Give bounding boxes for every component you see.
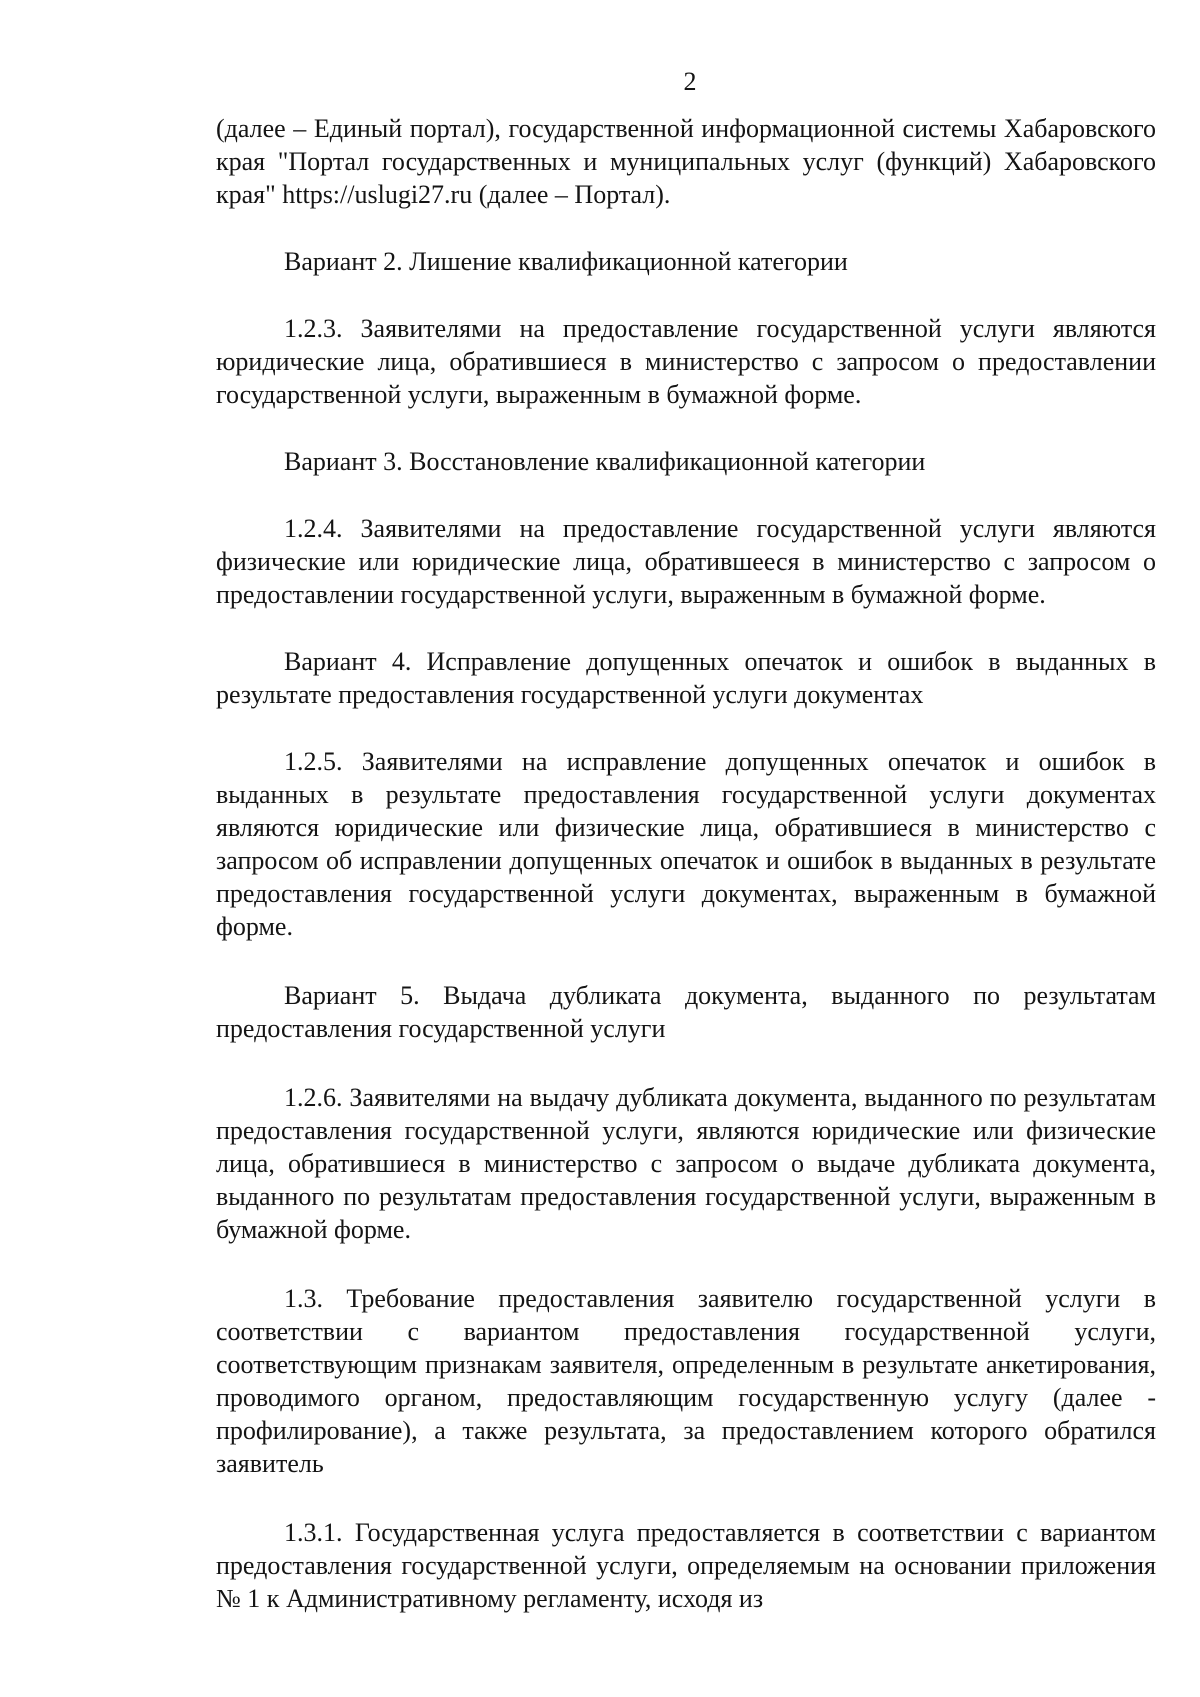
heading-variant-5: Вариант 5. Выдача дубликата документа, выданного по результатам предоставления государственной услуги [216,981,1156,1043]
heading-variant-2: Вариант 2. Лишение квалификационной категории [284,247,848,276]
heading-variant-4: Вариант 4. Исправление допущенных опечаток и ошибок в выданных в результате предоставления государственной услуги документах [216,647,1156,709]
document-body [216,112,1156,1615]
paragraph-1-2-6: 1.2.6. Заявителями на выдачу дубликата документа, выданного по результатам предоставления государственной услуги, являются юридические или физические лица, обратившиеся в министерство с запросом о выдаче дубликата документа, выданного по результатам предоставления государственной услуги, выраженным в бумажной форме. [216,1083,1156,1244]
paragraph-1-3-1: 1.3.1. Государственная услуга предоставляется в соответствии с вариантом предоставления государственной услуги, определяемым на основании приложения № 1 к Административному регламенту, исходя из [216,1518,1156,1613]
paragraph-1-2-5: 1.2.5. Заявителями на исправление допущенных опечаток и ошибок в выданных в результате предоставления государственной услуги документах являются юридические или физические лица, обратившиеся в министерство с запросом об исправлении допущенных опечаток и ошибок в выданных в результате предоставления государственной услуги документах, выраженным в бумажной форме. [216,747,1156,941]
paragraph-1-3: 1.3. Требование предоставления заявителю государственной услуги в соответствии с вариантом предоставления государственной услуги, соответствующим признакам заявителя, определенным в результате анкетирования, проводимого органом, предоставляющим государственную услугу (далее - профилирование), а также результата, за предоставлением которого обратился заявитель [216,1284,1156,1478]
paragraph-1-2-3: 1.2.3. Заявителями на предоставление государственной услуги являются юридические лица, обратившиеся в министерство с запросом о предоставлении государственной услуги, выраженным в бумажной форме. [216,314,1156,409]
paragraph-1-2-4: 1.2.4. Заявителями на предоставление государственной услуги являются физические или юридические лица, обратившееся в министерство с запросом о предоставлении государственной услуги, выраженным в бумажной форме. [216,514,1156,609]
heading-variant-3: Вариант 3. Восстановление квалификационной категории [284,447,926,476]
page-number: 2 [683,67,697,96]
paragraph-portal-continuation: (далее – Единый портал), государственной информационной системы Хабаровского края "Портал государственных и муниципальных услуг (функций) Хабаровского края" https://uslugi27.ru (далее – Портал). [216,114,1156,209]
